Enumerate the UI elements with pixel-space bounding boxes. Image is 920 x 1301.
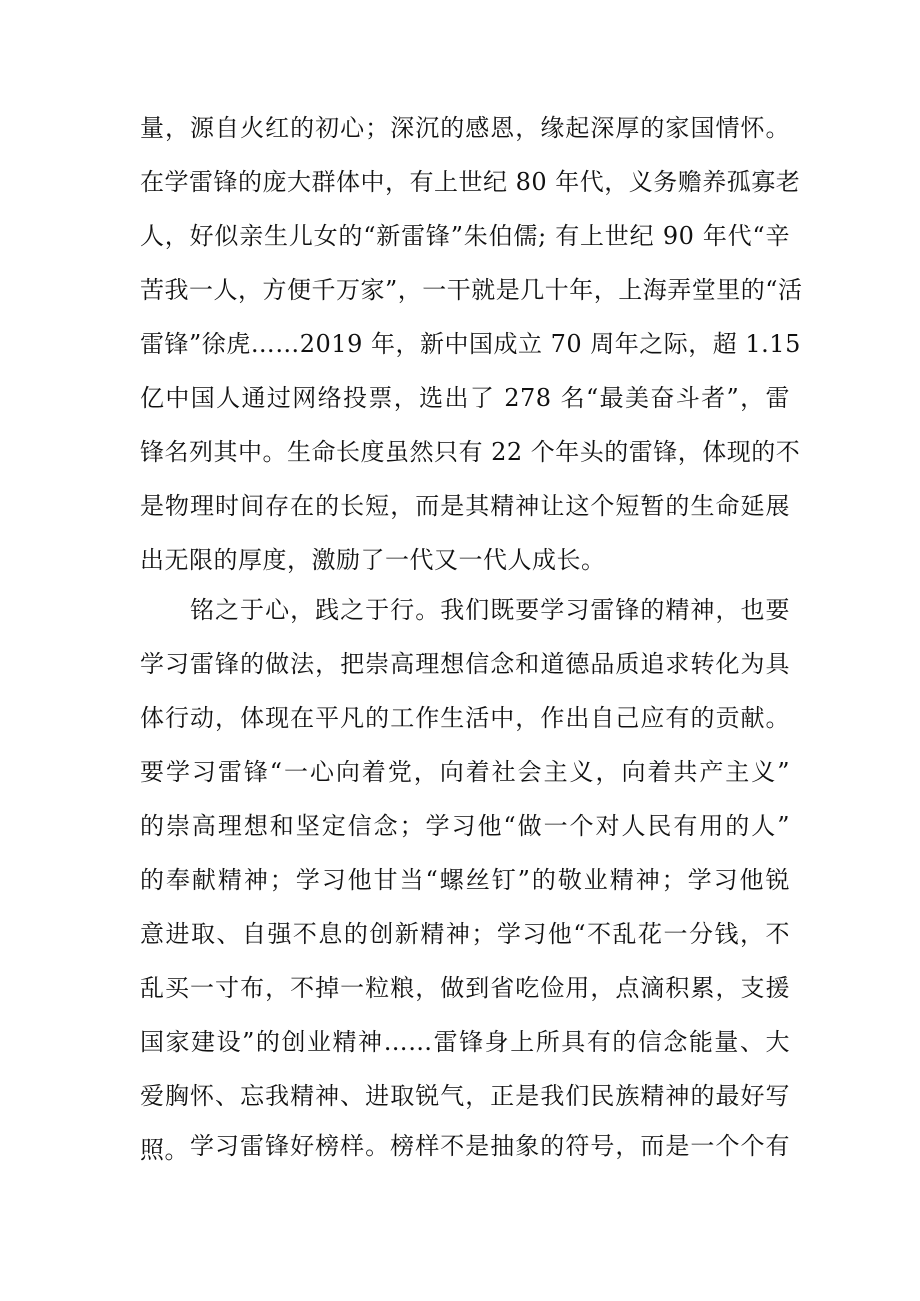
paragraph-1 <box>140 101 803 587</box>
text-line: 意进取、自强不息的创新精神；学习他“不乱花一分钱，不 <box>140 920 790 948</box>
text-line: 在学雷锋的庞大群体中，有上世纪 80 年代，义务赡养孤寡老 <box>140 168 801 196</box>
text-line: 雷锋”徐虎……2019 年，新中国成立 70 周年之际，超 1.15 <box>140 330 801 358</box>
text-line: 乱买一寸布，不掉一粒粮，做到省吃俭用，点滴积累，支援 <box>140 974 790 1002</box>
text-line: 铭之于心，践之于行。我们既要学习雷锋的精神，也要 <box>190 596 790 624</box>
text-line: 出无限的厚度，激励了一代又一代人成长。 <box>140 546 606 574</box>
text-line: 锋名列其中。生命长度虽然只有 22 个年头的雷锋，体现的不 <box>140 438 801 466</box>
text-line: 人，好似亲生儿女的“新雷锋”朱伯儒; 有上世纪 90 年代“辛 <box>140 222 790 250</box>
text-line: 爱胸怀、忘我精神、进取锐气，正是我们民族精神的最好写 <box>140 1082 790 1110</box>
text-line: 的崇高理想和坚定信念；学习他“做一个对人民有用的人” <box>140 812 790 840</box>
paragraph-3 <box>140 1119 790 1173</box>
text-line: 量，源自火红的初心；深沉的感恩，缘起深厚的家国情怀。 <box>140 114 790 142</box>
text-line: 要学习雷锋“一心向着党，向着社会主义，向着共产主义” <box>140 758 790 786</box>
text-line: 学习雷锋的做法，把崇高理想信念和道德品质追求转化为具 <box>140 650 790 678</box>
text-line: 学习雷锋好榜样。榜样不是抽象的符号，而是一个个有 <box>190 1132 790 1160</box>
text-line: 体行动，体现在平凡的工作生活中，作出自己应有的贡献。 <box>140 704 790 732</box>
text-line: 国家建设”的创业精神……雷锋身上所具有的信念能量、大 <box>140 1028 790 1056</box>
text-line: 照。 <box>140 1136 189 1164</box>
text-line: 的奉献精神；学习他甘当“螺丝钉”的敬业精神；学习他锐 <box>140 866 790 894</box>
text-line: 苦我一人，方便千万家”，一干就是几十年，上海弄堂里的“活 <box>140 276 803 304</box>
text-line: 亿中国人通过网络投票，选出了 278 名“最美奋斗者”，雷 <box>140 384 790 412</box>
text-line: 是物理时间存在的长短，而是其精神让这个短暂的生命延展 <box>140 492 790 520</box>
paragraph-2 <box>140 583 790 1177</box>
